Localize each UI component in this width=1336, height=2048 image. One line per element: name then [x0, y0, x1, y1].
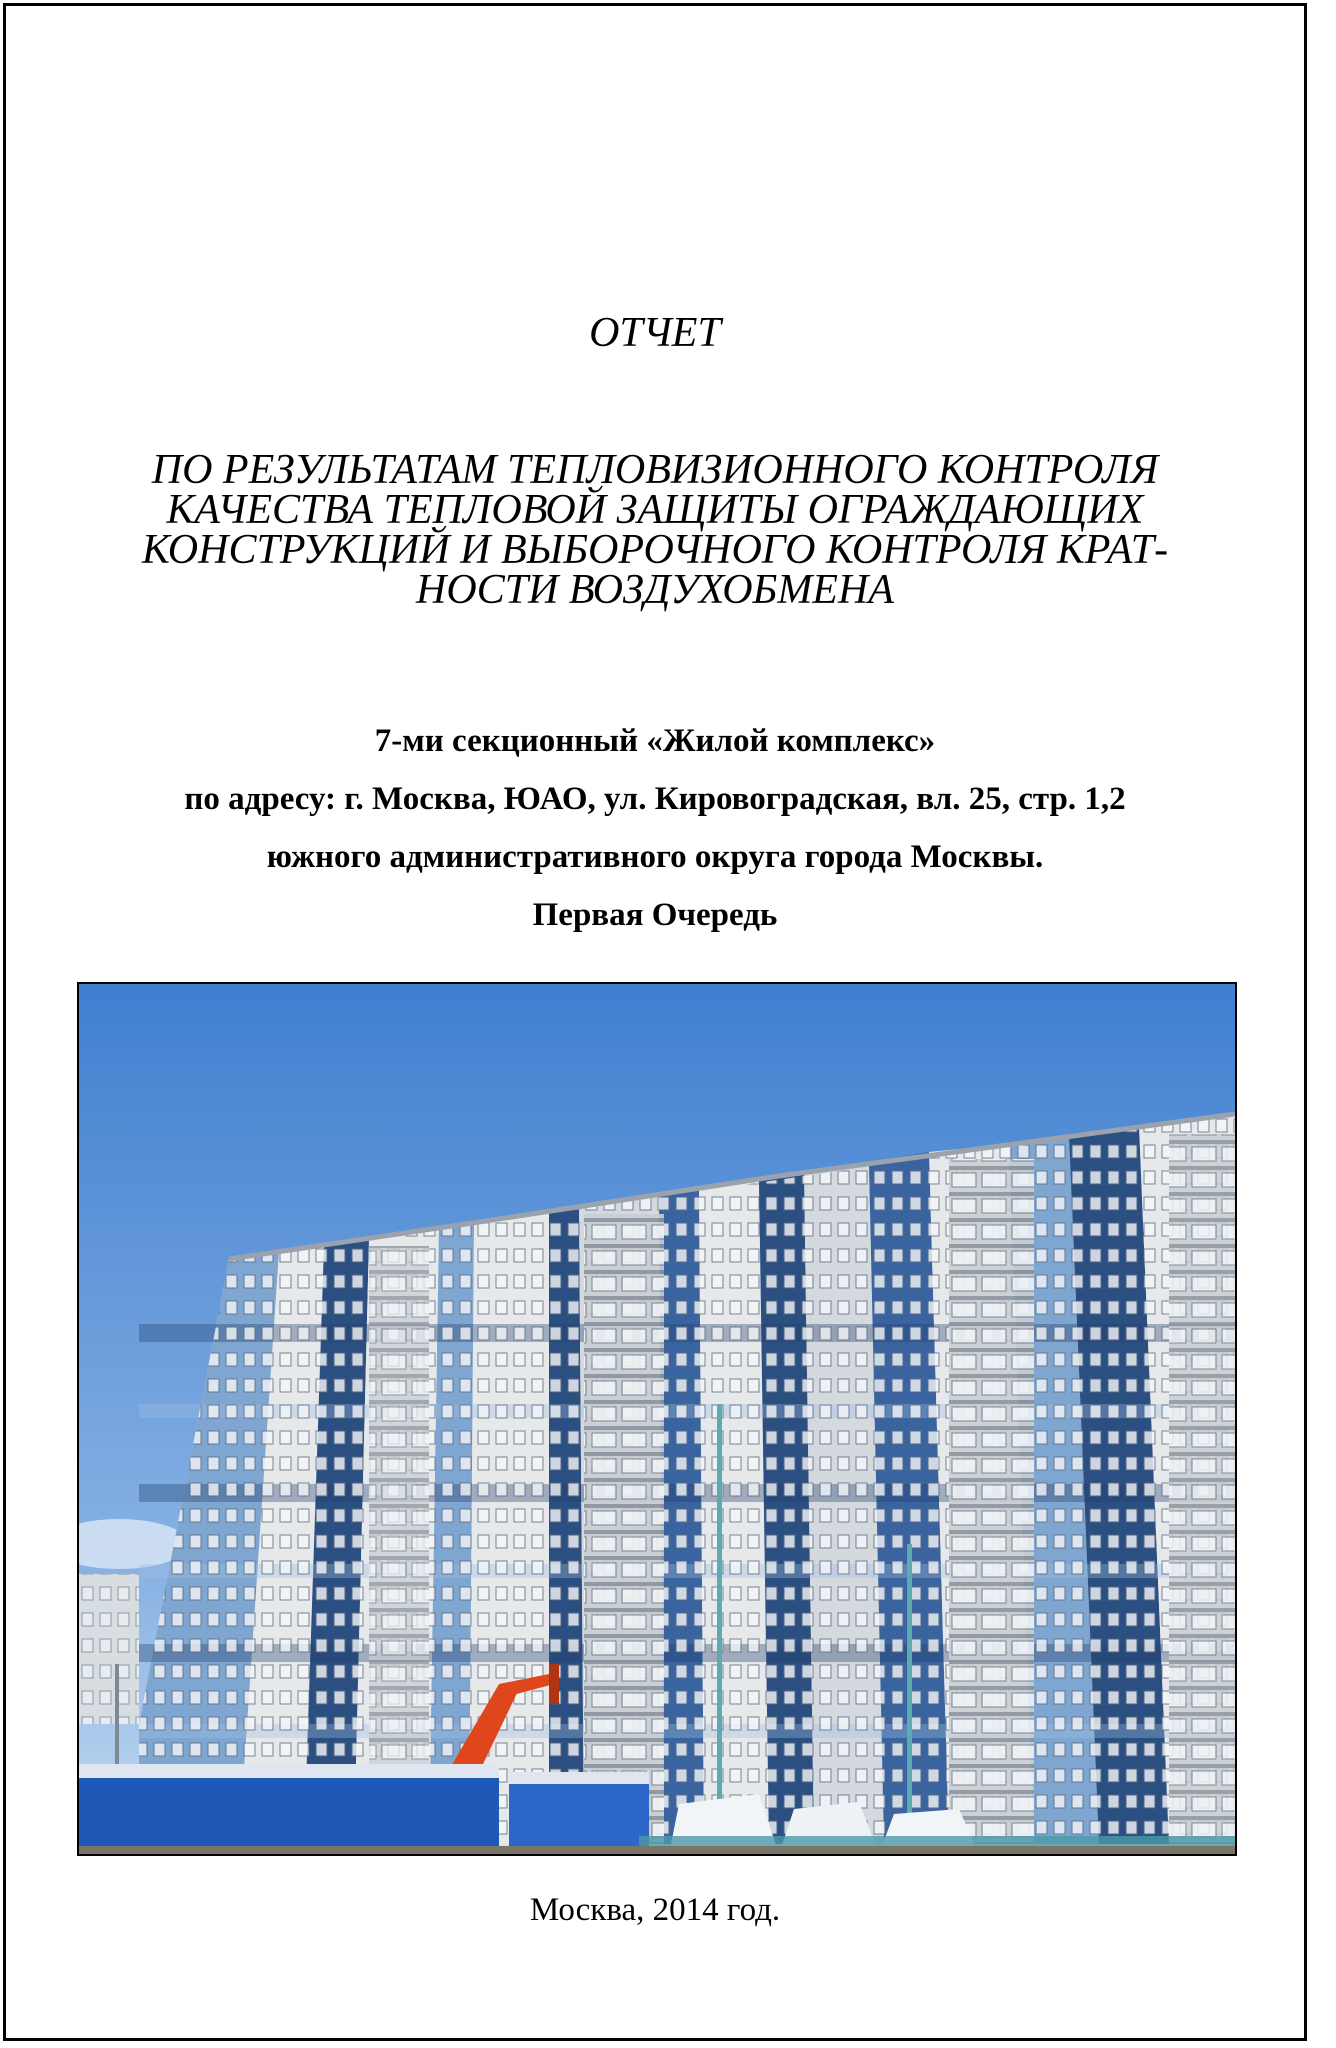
object-info: [40, 712, 1270, 944]
utility-pole: [717, 1404, 722, 1854]
portable-toilets: [79, 1764, 649, 1854]
building-photo: [77, 982, 1237, 1856]
report-subject-line: КАЧЕСТВА ТЕПЛОВОЙ ЗАЩИТЫ ОГРАЖДАЮЩИХ: [166, 487, 1144, 533]
report-subject-line: ПО РЕЗУЛЬТАТАМ ТЕПЛОВИЗИОННОГО КОНТРОЛЯ: [151, 447, 1159, 493]
report-subject-line: КОНСТРУКЦИЙ И ВЫБОРОЧНОГО КОНТРОЛЯ КРАТ-: [141, 527, 1169, 573]
object-address: по адресу: г. Москва, ЮАО, ул. Кировоградская, вл. 25, стр. 1,2: [184, 781, 1126, 817]
utility-pole: [907, 1544, 912, 1854]
object-title: 7-ми секционный «Жилой комплекс»: [374, 723, 936, 759]
object-district: южного административного округа города Москвы.: [266, 839, 1044, 875]
report-subject: [80, 447, 1230, 613]
report-heading: ОТЧЕТ: [589, 310, 721, 356]
footer-place-year: Москва, 2014 год.: [529, 1892, 781, 1928]
object-stage: Первая Очередь: [532, 897, 778, 933]
report-subject-line: НОСТИ ВОЗДУХОБМЕНА: [416, 567, 894, 613]
